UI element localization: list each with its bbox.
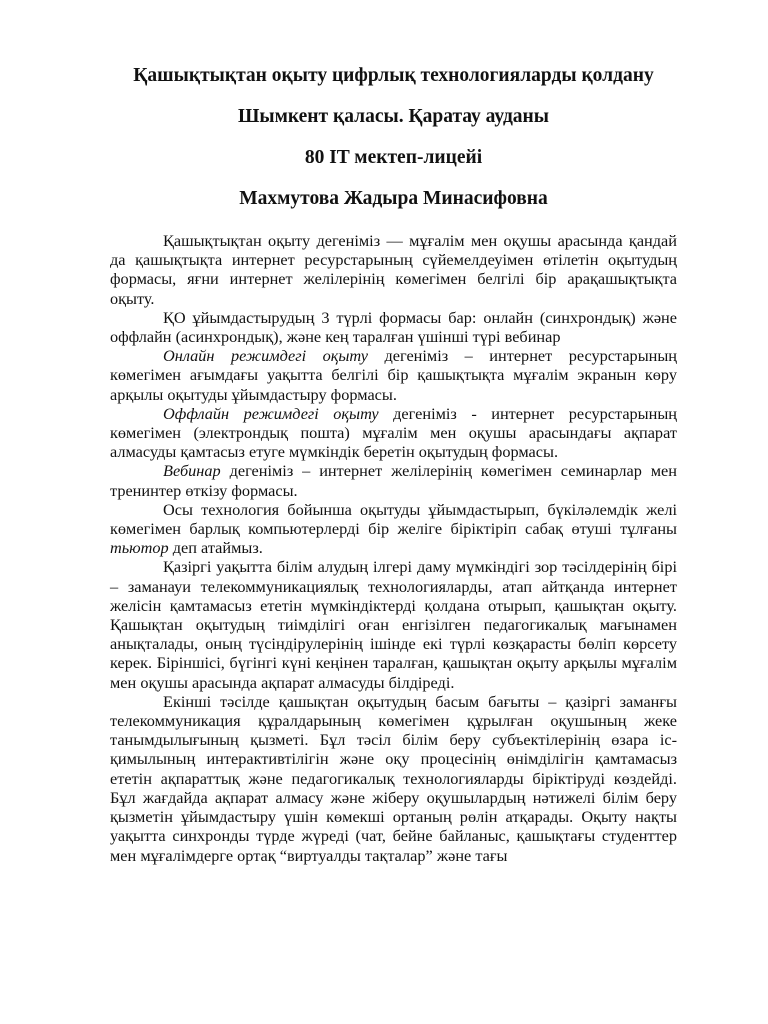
paragraph-forms: ҚО ұйымдастырудың 3 түрлі формасы бар: онлайн (синхрондық) және оффлайн (асинхрондық), және кең таралған үшінші түрі вебинар	[110, 307, 677, 347]
paragraph-second-approach: Екінші тәсілде қашықтан оқытудың басым бағыты – қазіргі заманғы телекоммуникация құралдарының көмегімен құрылған оқушының жеке танымдылығының қызметі. Бұл тәсіл білім беру субъектілерінің өзара іс-қимылының интерактивтілігін және оқу процесінің өнімділігін қамтамасыз ететін ақпараттық және педагогикалық технологияларды біріктіруді көздейді. Бұл жағдайда ақпарат алмасу және жіберу оқушылардың нәтижелі білім беру қызметін ұйымдастыру үшін көмекші ортаның рөлін атқарады. Оқыту нақты уақытта синхронды түрде жүреді (чат, бейне байланыс, қашықтағы студенттер мен мұғалімдерге ортақ “виртуалды тақталар” және тағы	[110, 691, 677, 865]
offline-definition-text: дегеніміз - интернет ресурстарының көмегімен (электрондық пошта) мұғалім мен оқушы арасындағы ақпарат алмасуды қамтасыз етуге мүмкіндік беретін оқытудың формасы.	[110, 403, 677, 462]
tutor-text-end: деп атаймыз.	[168, 538, 263, 558]
paragraph-webinar	[110, 461, 677, 499]
location-line: Шымкент қаласы. Қаратау ауданы	[237, 106, 550, 127]
online-definition-text: дегеніміз – интернет ресурстарының көмегімен ағымдағы уақытта белгілі бір қашықтықта мұғалім экранын көру арқылы оқытуды ұйымдастыру формасы.	[110, 346, 678, 404]
term-webinar: Вебинар	[163, 461, 221, 481]
term-offline: Оффлайн режимдегі оқыту	[163, 403, 379, 423]
paragraph-offline	[110, 404, 677, 462]
paragraph-modern-methods: Қазіргі уақытта білім алудың ілгері даму мүмкіндігі зор тәсілдерінің бірі – заманауи телекоммуникациялық технологияларды, атап айтқанда интернет желісін қамтамасыз ететін мүмкіндіктерді қолдана отырып, қашықтан оқыту. Қашықтан оқытудың тиімділігі оған енгізілген педагогикалық мағынамен анықталады, оның түсіндірулерінің ішінде екі түрлі көзқарасты бөліп көрсету керек. Біріншісі, бүгінгі күні кеңінен таралған, қашықтан оқыту арқылы мұғалім мен оқушы арасында ақпарат алмасуды білдіреді.	[110, 557, 677, 692]
document-title: Қашықтықтан оқыту цифрлық технологияларды қолдану	[133, 65, 654, 86]
document-body	[110, 231, 677, 865]
school-line: 80 IT мектеп-лицейі	[304, 147, 483, 168]
tutor-text-start: Осы технология бойынша оқытуды ұйымдастырып, бүкіләлемдік желі көмегімен барлық компьютерлерді бір желіге біріктіріп сабақ өтуші тұлғаны	[110, 499, 677, 539]
webinar-definition-text: дегеніміз – интернет желілерінің көмегімен семинарлар мен тренинтер өткізу формасы.	[110, 461, 677, 500]
paragraph-tutor	[110, 500, 677, 558]
paragraph-definition: Қашықтықтан оқыту дегеніміз — мұғалім мен оқушы арасында қандай да қашықтықта интернет ресурстарының сүйемелдеуімен өтілетін оқытудың формасы, яғни интернет желілерінің көмегімен белгілі бір арақашықтықта оқыту.	[110, 231, 677, 308]
term-tutor: тьютор	[110, 538, 169, 558]
document-page	[110, 64, 677, 865]
paragraph-online	[110, 346, 677, 404]
term-online: Онлайн режимдегі оқыту	[163, 346, 368, 366]
author-line: Махмутова Жадыра Минасифовна	[239, 188, 548, 209]
